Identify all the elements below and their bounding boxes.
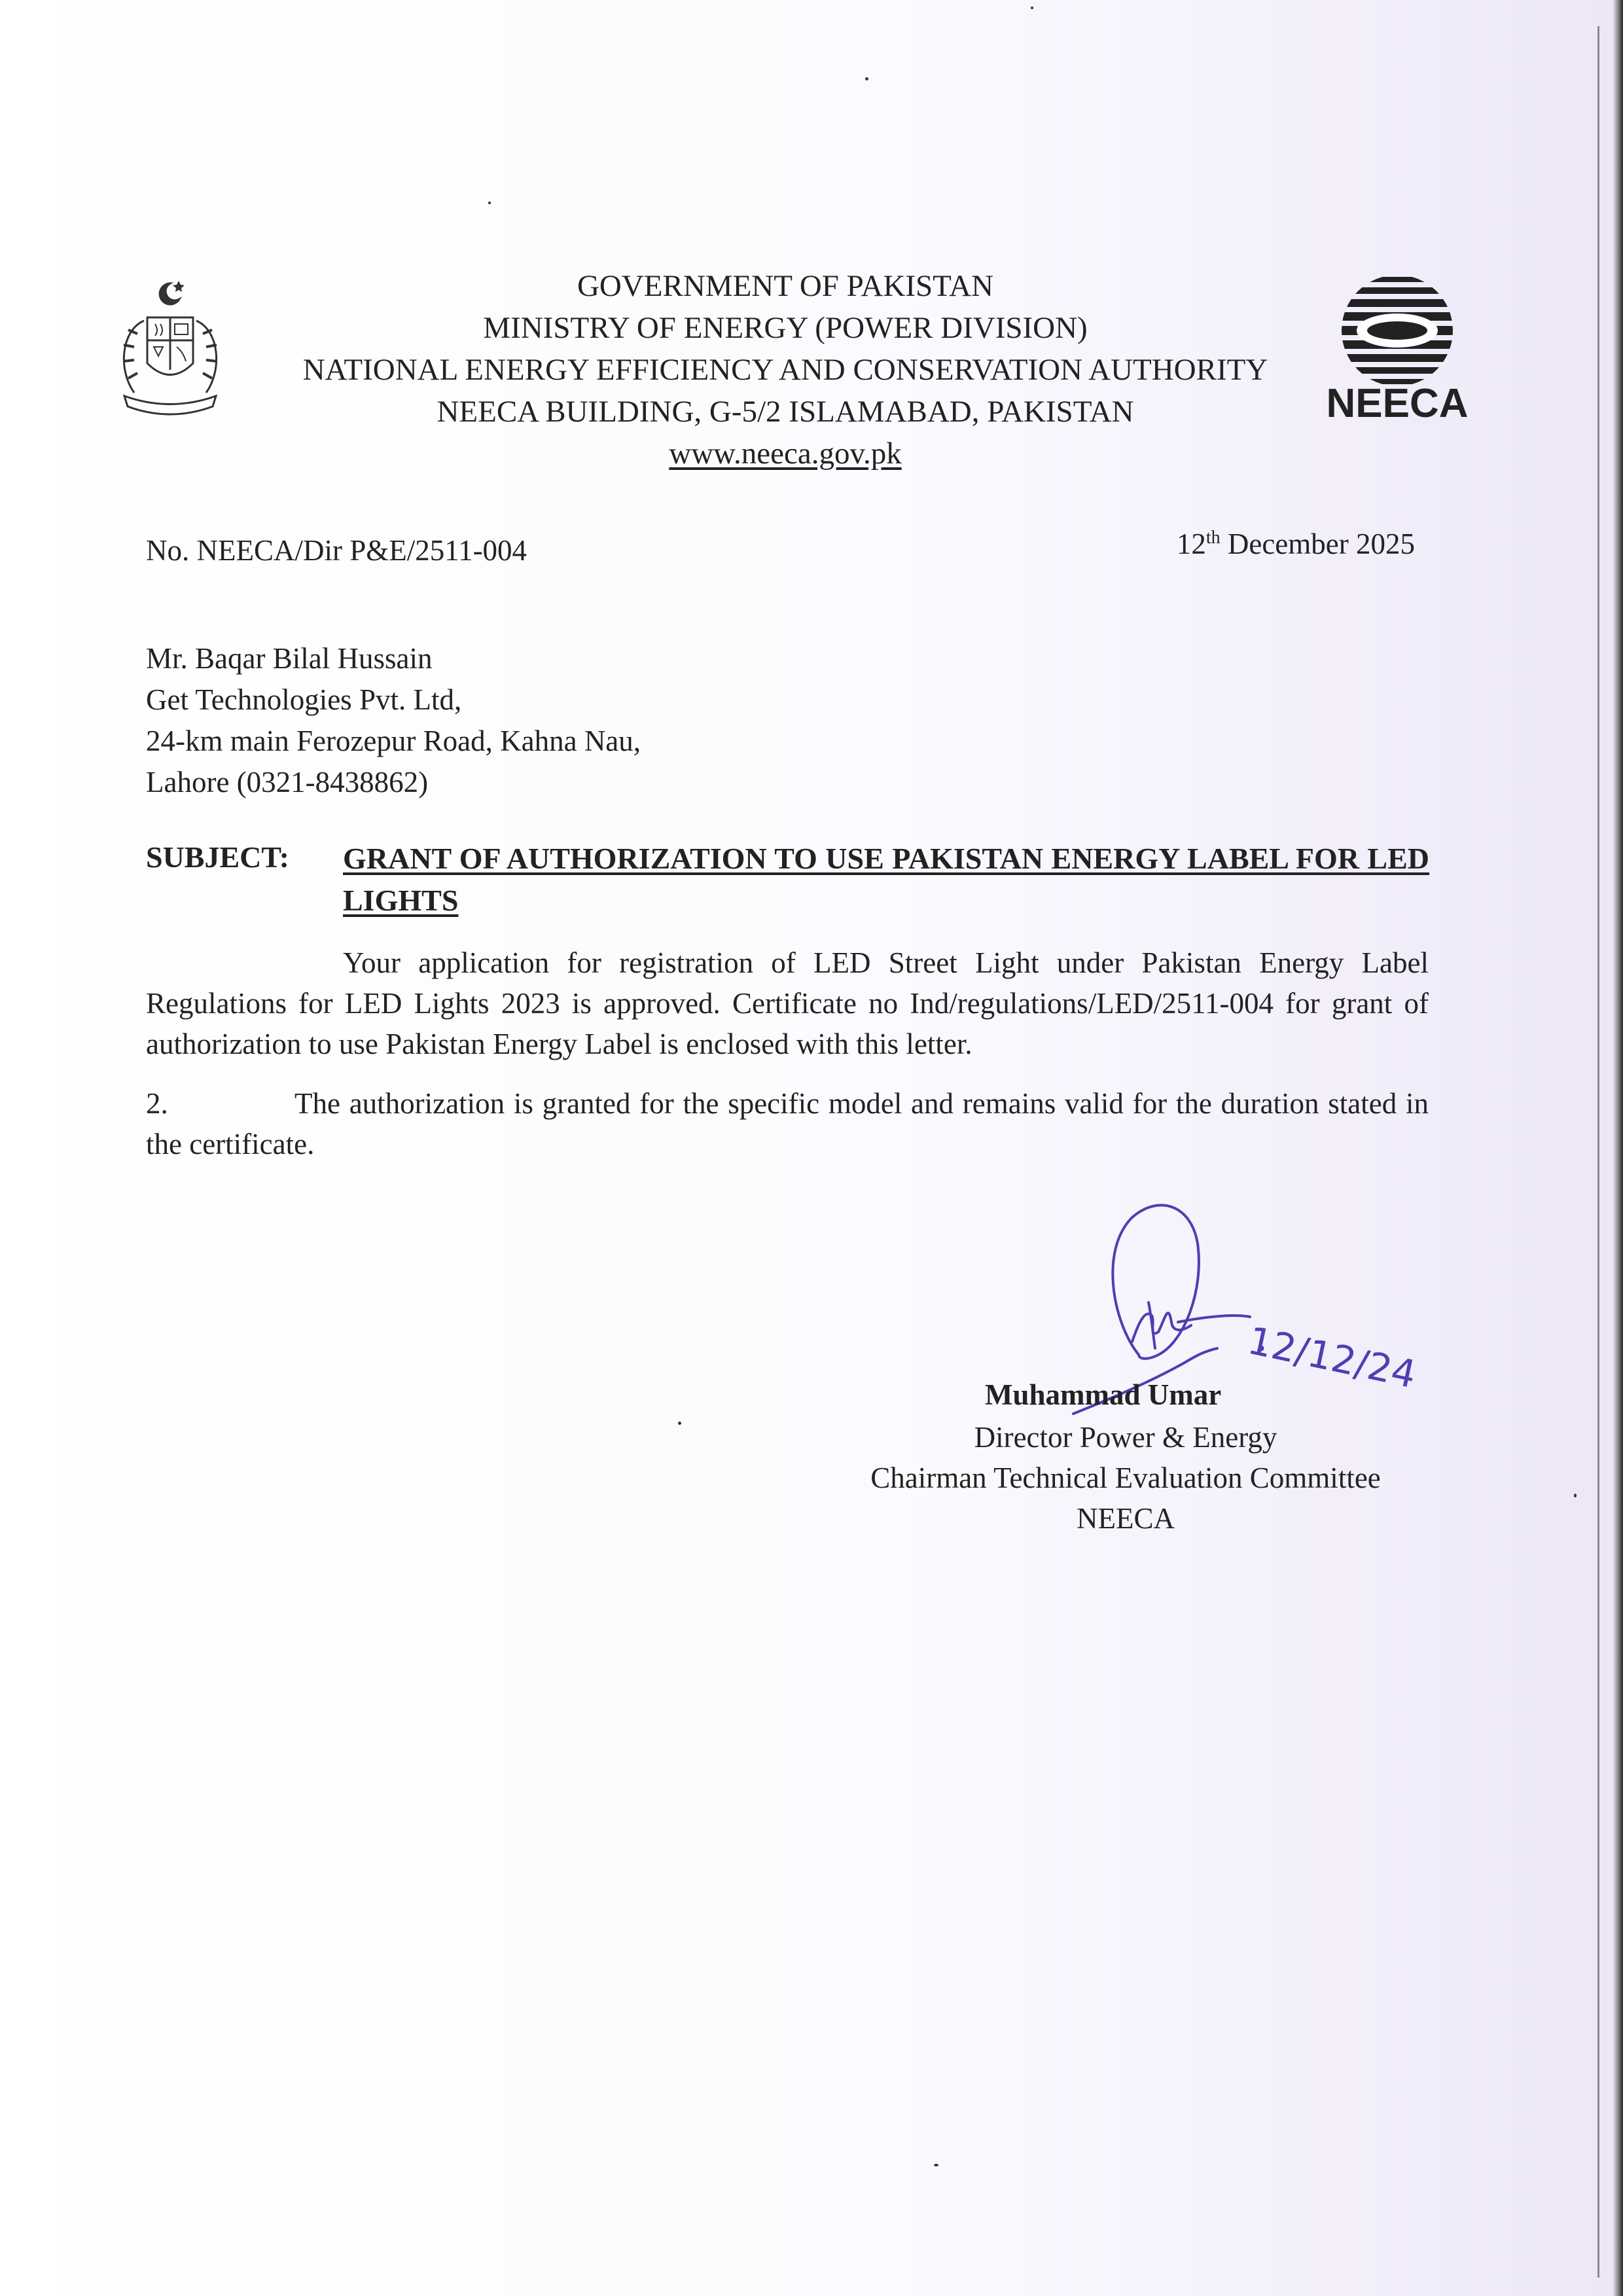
- paragraph-text: The authorization is granted for the specific model and remains valid for the duration stated in the certificate.: [146, 1087, 1429, 1160]
- paragraph-number: 2.: [146, 1087, 168, 1120]
- letter-date: [1177, 527, 1415, 561]
- body-paragraph-1: Your application for registration of LED Street Light under Pakistan Energy Label Regulations for LED Lights 2023 is approved. Certificate no Ind/regulations/LED/2511-004 for grant of authorization to use Pakistan Energy Label is enclosed with this letter.: [146, 946, 1429, 1060]
- date-month-year: December 2025: [1220, 528, 1415, 560]
- scan-speck: [1031, 7, 1033, 9]
- recipient-address: [146, 638, 641, 803]
- page-edge-line: [1597, 26, 1599, 2278]
- state-emblem-icon: [108, 272, 232, 422]
- date-suffix: th: [1205, 528, 1221, 548]
- letterhead-line: NATIONAL ENERGY EFFICIENCY AND CONSERVATION AUTHORITY: [302, 353, 1268, 387]
- signatory-name: Muhammad Umar: [985, 1378, 1222, 1411]
- recipient-city-phone: Lahore (0321-8438862): [146, 766, 429, 798]
- letterhead-line: GOVERNMENT OF PAKISTAN: [577, 269, 994, 303]
- page-edge-shadow: [1613, 0, 1623, 2296]
- recipient-name: Mr. Baqar Bilal Hussain: [146, 642, 433, 675]
- scan-speck: [934, 2164, 938, 2166]
- scan-speck: [678, 1422, 681, 1425]
- scan-speck: [865, 77, 868, 81]
- neeca-logo-icon: [1315, 265, 1479, 422]
- letterhead: [223, 265, 1348, 475]
- scan-speck: [1574, 1494, 1577, 1498]
- scan-speck: [488, 202, 491, 204]
- handwritten-date: 12/12/24: [1243, 1318, 1420, 1397]
- signatory-organization: NEECA: [1077, 1502, 1175, 1535]
- signatory-role: Chairman Technical Evaluation Committee: [870, 1462, 1381, 1494]
- subject-text: GRANT OF AUTHORIZATION TO USE PAKISTAN ENERGY LABEL FOR LED LIGHTS: [343, 842, 1429, 917]
- letterhead-line: NEECA BUILDING, G-5/2 ISLAMABAD, PAKISTAN: [437, 395, 1134, 429]
- subject-label: SUBJECT:: [146, 840, 289, 874]
- recipient-street: 24-km main Ferozepur Road, Kahna Nau,: [146, 725, 641, 757]
- signatory-title: Director Power & Energy: [974, 1421, 1277, 1454]
- body-paragraph-2: [146, 1083, 1429, 1164]
- neeca-logo-text: NEECA: [1326, 381, 1469, 422]
- letterhead-line: MINISTRY OF ENERGY (POWER DIVISION): [483, 311, 1088, 345]
- website-link[interactable]: www.neeca.gov.pk: [669, 437, 902, 471]
- recipient-company: Get Technologies Pvt. Ltd,: [146, 683, 462, 716]
- reference-number: No. NEECA/Dir P&E/2511-004: [146, 534, 527, 567]
- signatory-designation: [838, 1417, 1414, 1539]
- date-day: 12: [1176, 528, 1206, 560]
